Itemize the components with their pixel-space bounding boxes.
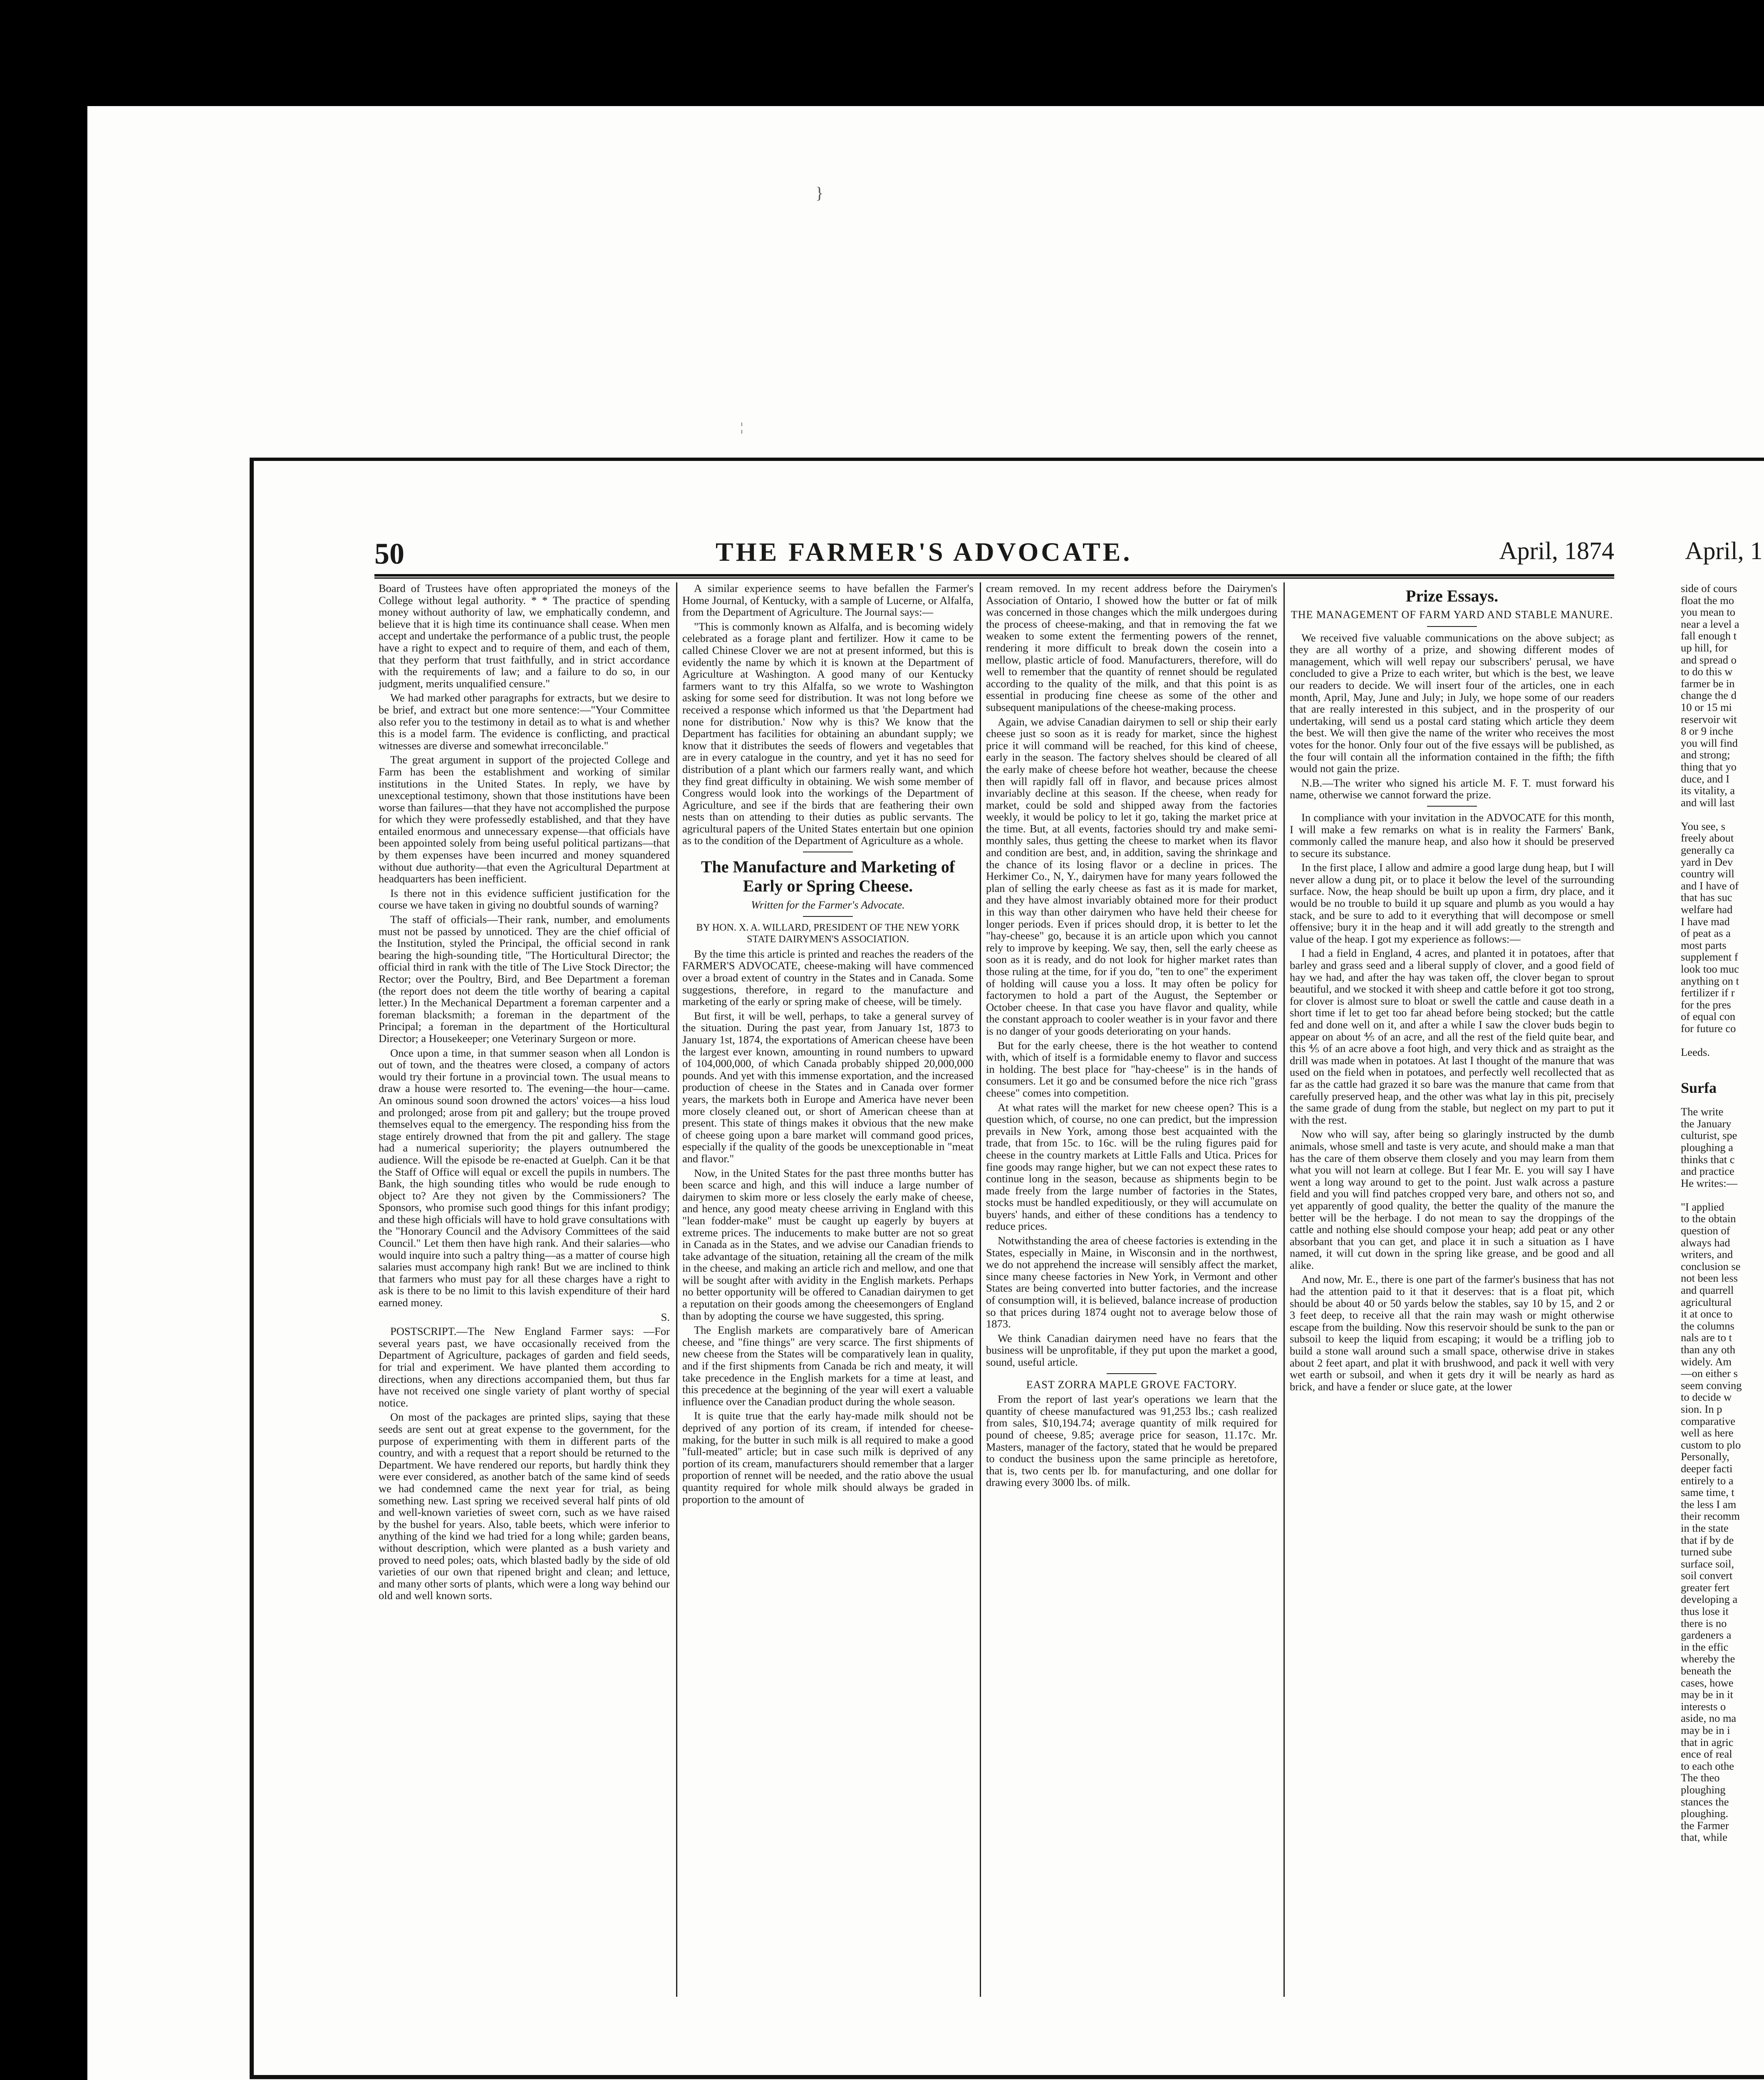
fragment-line: fertilizer if r [1681, 986, 1735, 999]
fragment-line: Personally, [1681, 1450, 1729, 1463]
fragment-line: —on either s [1681, 1367, 1738, 1380]
fragment-line: 8 or 9 inche [1681, 725, 1733, 738]
fragment-line: the less I am [1681, 1498, 1737, 1510]
fragment-line: farmer be in [1681, 677, 1735, 690]
fragment-line: to do this w [1681, 665, 1733, 678]
fragment-line: duce, and I [1681, 772, 1729, 785]
fragment-line: developing a [1681, 1593, 1738, 1606]
fragment-line: there is no [1681, 1617, 1727, 1629]
fragment-line: to decide w [1681, 1391, 1732, 1404]
fragment-line: cases, howe [1681, 1676, 1734, 1689]
paragraph: On most of the packages are printed slips, saying that these seeds are sent out at great expense to the government, for the purpose of experimenting with them in different parts of the country, and with a request that a report should be returned to the Department. We have rendered our reports, but hardly think they were ever considered, as another batch of the same kind of seeds we had condemned came the next year for trial, as being something new. Last spring we received several half pints of old and well-known varieties of sweet corn, such as we have raised by the bushel for years. Also, table beets, which were inferior to anything of the kind we had tried for a long while; garden beans, without description, which were planted as a bush variety and proved to need poles; oats, which blasted badly by the side of old varieties of our own that ripened bright and clean; and lettuce, and many other sorts of plants, which were a long way behind our old and well known sorts. [379, 1411, 670, 1602]
fragment-line: surface soil, [1681, 1557, 1734, 1570]
fragment-line: reservoir wit [1681, 713, 1737, 726]
margin-mark: ¦ [741, 420, 743, 434]
fragment-line: turned sube [1681, 1545, 1732, 1558]
paragraph: The staff of officials—Their rank, number, and emoluments must not be passed by unnoticed. They are the chief official of the Institution, styled the Principal, the official second in rank bearing the high-sounding title, "The Horticultural Director; the official third in rank with the title of The Live Stock Director; the Rector; over the Poultry, Bird, and Bee Department a foreman (the report does not deem the title worthy of bearing a capital letter.) In the Mechanical Department a foreman carpenter and a foreman blacksmith; a foreman in the department of the Principal; a foreman in the department of the Horticultural Director; a Housekeeper; one Veterinary Surgeon or more. [379, 913, 670, 1045]
next-page-date: April, 1 [1685, 537, 1763, 565]
fragment-line: its vitality, a [1681, 784, 1735, 797]
column-2 [682, 582, 974, 2013]
fragment-line: He writes:— [1681, 1176, 1738, 1189]
fragment-line: seem conving [1681, 1379, 1742, 1392]
fragment-line: may be in i [1681, 1724, 1730, 1736]
fragment-line: up hill, for [1681, 641, 1728, 654]
fragment-line: that has suc [1681, 891, 1732, 904]
fragment-line: for future co [1681, 1022, 1736, 1035]
fragment-line: greater fert [1681, 1581, 1729, 1594]
fragment-line: entirely to a [1681, 1474, 1734, 1487]
fragment-line: ploughing [1681, 1783, 1726, 1796]
paragraph: In compliance with your invitation in the ADVOCATE for this month, I will make a few remarks on what is in reality the Farmers' Bank, commonly called the manure heap, and also how it should be preserved to secure its substance. [1290, 811, 1614, 859]
fragment-line: question of [1681, 1224, 1730, 1237]
byline: Written for the Farmer's Advocate. [751, 899, 905, 911]
paragraph: At what rates will the market for new cheese open? This is a question which, of course, no one can predict, but the impression prevails in New York, among those best acquainted with the trade, that from 15c. to 16c. will be the ruling figures paid for cheese in the country markets at Little Falls and Utica. Prices for fine goods may range higher, but we can not expect these rates to continue long in the season, because as shipments begin to be made freely from the large number of factories in the States, stocks must be handled expeditiously, or they will accumulate on buyers' hands, and either of these conditions has a tendency to reduce prices. [986, 1101, 1277, 1233]
column-rule [980, 582, 981, 1997]
fragment-line: and I have of [1681, 879, 1739, 892]
fragment-line: to the obtain [1681, 1212, 1736, 1225]
fragment-line: and strong; [1681, 748, 1730, 761]
fragment-line: for the pres [1681, 998, 1731, 1011]
fragment-line: always had [1681, 1236, 1730, 1249]
fragment-line: same time, t [1681, 1486, 1734, 1499]
column-rule [1283, 582, 1285, 1997]
fragment-line: sion. In p [1681, 1402, 1722, 1415]
fragment-line: 10 or 15 mi [1681, 701, 1732, 713]
column-1 [379, 582, 670, 2013]
masthead-title: THE FARMER'S ADVOCATE. [716, 537, 1132, 567]
paragraph: Again, we advise Canadian dairymen to sell or ship their early cheese just so soon as it is ready for market, since the highest price it will command will be reached, for this kind of cheese, early in the season. The factory shelves should be cleared of all the early make of cheese before hot weather, because the cheese then will rapidly fall off in flavor, and because prices almost invariably decline at this season. If the cheese, when ready for market, could be sold and shipped away from the factories weekly, it would be policy to let it go, taking the market price at the time. But, at all events, factories should try and make semi-monthly sales, thus getting the cheese to market when its flavor and condition are best, and, in addition, saving the shrinkage and the chance of its losing flavor or a decline in prices. The Herkimer Co., N, Y., dairymen have for many years followed the plan of selling the early cheese as fast as it is made for market, and they have almost invariably obtained more for their product in this way than other dairymen who have held their cheese for longer periods. Even if prices should drop, it is better to let the "hay-cheese" go, because it is an article upon which you cannot rely to improve by keeping. We say, then, sell the early cheese as soon as it is ready, and do not look for higher market rates than those ruling at the time, for if you do, "ten to one" the experiment of holding will cause you a loss. It may often be policy for factorymen to hold a part of the August, the September or October cheese. In that case you have flavor and quality, while the constant approach to cooler weather is in your favor and there is no danger of your goods deteriorating on your hands. [986, 715, 1277, 1037]
fragment-line: to each othe [1681, 1759, 1734, 1772]
fragment-line: thing that yo [1681, 760, 1737, 773]
fragment-line: The theo [1681, 1771, 1720, 1784]
divider [803, 916, 853, 917]
fragment-line: most parts [1681, 938, 1727, 951]
fragment-line: of equal con [1681, 1010, 1735, 1023]
fragment-line: that if by de [1681, 1533, 1734, 1546]
paragraph: Now, in the United States for the past three months butter has been scarce and high, and this will induce a large number of dairymen to skim more or less closely the early make of cheese, and hence, any good meaty cheese arriving in England with this "lean fodder-make" must be caught up eagerly by buyers at extreme prices. The inducements to make butter are not so great in Canada as in the States, and we advise our Canadian friends to take advantage of the situation, retaining all the cream of the milk in the cheese, and making an article rich and mellow, and one that will be sought after with avidity in the English markets. Perhaps no better opportunity will be offered to Canadian dairymen to get a reputation on their goods among the cheesemongers of England than by adopting the course we have suggested, this spring. [682, 1166, 974, 1322]
article-heading: Prize Essays. [1405, 587, 1499, 605]
fragment-line: custom to plo [1681, 1438, 1741, 1451]
paragraph: By the time this article is printed and reaches the readers of the FARMER'S ADVOCATE, cheese-making will have commenced over a broad extent of country in the States and in Canada. Some suggestions, therefore, in regard to the manufacture and marketing of the early or spring make of cheese, will be timely. [682, 947, 974, 1008]
paragraph: It is quite true that the early hay-made milk should not be deprived of any portion of its cream, if intended for cheese-making, for the butter in such milk is all required to make a good "full-meated" article; but in case such milk is deprived of any portion of its cream, manufacturers should remember that a larger proportion of rennet will be needed, and the ratio above the usual quantity required for whole milk should always be graded in proportion to the amount of [682, 1409, 974, 1506]
fragment-line: and spread o [1681, 653, 1737, 666]
fragment-line: change the d [1681, 689, 1737, 702]
paragraph: Is there not in this evidence sufficient justification for the course we have taken in giving no doubtful sounds of warning? [379, 886, 670, 911]
fragment-line: welfare had [1681, 903, 1733, 916]
fragment-line: conclusion se [1681, 1260, 1741, 1273]
page-number: 50 [374, 537, 404, 570]
fragment-line [1681, 1189, 1764, 1201]
fragment-line: you mean to [1681, 606, 1735, 619]
fragment-line: stances the [1681, 1795, 1729, 1808]
fragment-line: supplement f [1681, 951, 1738, 963]
fragment-line: and practice [1681, 1165, 1734, 1178]
paragraph: From the report of last year's operations we learn that the quantity of cheese manufactured was 91,253 lbs.; cash realized from sales, $10,194.74; average quantity of milk required for pound of cheese, 9.85; average price for season, 11.17c. Mr. Masters, manager of the factory, stated that he would be prepared to conduct the business upon the same principle as heretofore, that is, two cents per lb. for manufacturing, and one dollar for drawing every 3000 lbs. of milk. [986, 1393, 1277, 1489]
fragment-line: widely. Am [1681, 1355, 1732, 1368]
fragment-line: near a level a [1681, 617, 1739, 630]
fragment-line: gardeners a [1681, 1629, 1732, 1642]
fragment-line: and will last [1681, 796, 1735, 809]
next-page-column-fragment [1681, 582, 1764, 1843]
fragment-line: thinks that c [1681, 1153, 1735, 1166]
paragraph: We think Canadian dairymen need have no fears that the business will be unprofitable, if they put upon the market a good, sound, useful article. [986, 1332, 1277, 1368]
paragraph: In the first place, I allow and admire a good large dung heap, but I will never allow a dung pit, or to place it below the level of the surrounding surface. Now, the heap should be built up upon a firm, dry place, and it would be no trouble to build it up square and plumb as you would a hay stack, and be sure to add to it everything that will decompose or smell offensive; bury it in the heap and it will add greatly to the strength and value of the heap. I got my experience as follows:— [1290, 861, 1614, 945]
paragraph: The English markets are comparatively bare of American cheese, and "fine things" are very scarce. The first shipments of new cheese from the States will be comparatively lean in quality, and if the first shipments from Canada be rich and meaty, it will take precedence in the English markets for a time at least, and this precedence at the beginning of the year will exert a valuable influence over the Canadian product during the whole season. [682, 1324, 974, 1408]
fragment-line [1681, 1058, 1764, 1070]
header-rule [374, 577, 1614, 579]
author-line: BY HON. X. A. WILLARD, PRESIDENT OF THE NEW YORK STATE DAIRYMEN'S ASSOCIATION. [696, 922, 960, 945]
paragraph: But for the early cheese, there is the hot weather to contend with, which of itself is a formidable enemy to flavor and success in holding. The best place for "hay-cheese" is in the hands of consumers. Let it go and be consumed before the nice rich "grass cheese" comes into competition. [986, 1039, 1277, 1099]
paragraph: Once upon a time, in that summer season when all London is out of town, and the theatres were closed, a company of actors would try their fortune in a provincial town. The usual means to draw a house were resorted to. The evening—the hour—came. An ominous sound soon drowned the actors' voices—a hiss loud and prolonged; arose from pit and gallery; but the troupe proved themselves equal to the emergency. The responding hiss from the stage entirely drowned that from the pit and gallery. The stage had a numerical superiority; the players outnumbered the audience. Will the episode be re-enacted at Guelph. Can it be that the Staff of Office will equal or excell the pupils in numbers. The Bank, the high sounding titles who would be rude enough to object to? Are they not given by the Commissioners? The Sponsors, who promise such good things for this infant prodigy; and these high officials will have to hold grave consultations with the "Honorary Council and the Advisory Committees of the said Council." Let them then have high rank. And their salaries—who would inquire into such a paltry thing—as a matter of course high salaries must accompany high rank! But we are inclined to think that farmers who must pay for all these charges have a right to ask is there to be no limit to this lavish expenditure of their hard earned money. [379, 1046, 670, 1309]
header-rule [374, 574, 1614, 577]
paragraph: The great argument in support of the projected College and Farm has been the establishment and working of similar institutions in the United States. In reply, we have by unexceptional testimony, shown that those institutions have been worse than failures—that they have not accomplished the purpose for which they were professedly established, and that they have entailed enormous and unnecessary expense—that officials have been appointed solely from being useful political partizans—that by them expenses have been incurred and money squandered without due authority—that even the Agricultural Department at headquarters has been inefficient. [379, 753, 670, 885]
fragment-line: ploughing. [1681, 1807, 1729, 1820]
fragment-line [1681, 1035, 1764, 1047]
fragment-line: and quarrell [1681, 1284, 1734, 1297]
divider [1427, 806, 1477, 807]
paragraph: "This is commonly known as Alfalfa, and is becoming widely celebrated as a forage plant and fertilizer. How it came to be called Chinese Clover we are not at present informed, but this is evidently the name by which it is known at the Department of Agriculture at Washington. A good many of our Kentucky farmers want to try this Alfalfa, so we wrote to Washington asking for some seed for distribution. It was not long before we received a response which informed us that 'the Department had none for distribution.' Now why is this? We know that the Department has facilities for obtaining an abundant supply; we know that it distributes the seeds of flowers and vegetables that are in every catalogue in the country, and yet it has no seed for distribution of a plant which our farmers really want, and which they find great difficulty in obtaining. We wish some member of Congress would look into the workings of the Department of Agriculture, and see if the birds that are feathering their own nests than on attending to their duties as public servants. The agricultural papers of the United States entertain but one opinion as to the condition of the Department of Agriculture as a whole. [682, 620, 974, 847]
fragment-line: culturist, spe [1681, 1129, 1737, 1142]
fragment-line: I have mad [1681, 915, 1730, 928]
margin-mark: } [815, 183, 824, 202]
fragment-line: country will [1681, 867, 1734, 880]
paragraph: And now, Mr. E., there is one part of the farmer's business that has not had the attention paid to it that it deserves: that is a float pit, which should be about 40 or 50 yards below the stables, say 10 by 15, and 2 or 3 feet deep, to receive all that the rain may wash or might otherwise escape from the building. Now this reservoir should be sunk to the pan or subsoil to keep the liquid from escaping; it would be a trifling job to build a stone wall around such a small space, otherwise drive in stakes about 2 feet apart, and plat it with brushwood, and pack it well with very wet earth or subsoil, and when it gets dry it will be nearly as hard as brick, and have a fender or sluce gate, at the lower [1290, 1273, 1614, 1393]
fragment-line: float the mo [1681, 594, 1734, 607]
fragment-line: look too muc [1681, 963, 1739, 975]
paragraph: cream removed. In my recent address before the Dairymen's Association of Ontario, I showed how the butter or fat of milk was concerned in those changes which the milk undergoes during the process of cheese-making, and that in removing the fat we weaken to some extent the fermenting powers of the rennet, rendering it more difficult to break down the cosein into a mellow, plastic article of food. Manufacturers, therefore, will do well to remember that the quantity of rennet should be regulated according to the quality of the milk, and that this point is as essential in producing fine cheese as some of the other and subsequent manipulations of the cheese-making process. [986, 582, 1277, 713]
fragment-line: anything on t [1681, 974, 1739, 987]
paragraph: I had a field in England, 4 acres, and planted it in potatoes, after that barley and grass seed and a liberal supply of clover, and a good field of hay we had, and after the hay was taken off, the clover began to sprout beautiful, and we stocked it with sheep and cattle before it got too strong, for clover is almost sure to bloat or swell the cattle and cause death in a short time if let to get too far ahead before being stocked; but the cattle fed and done well on it, and after a while I saw the clover buds begin to appear on about ⅘ of an acre, and all the rest of the field quite bear, and this ⅘ of an acre above a foot high, and very thick and as straight as the drill was made when in potatoes. At last I thought of the manure that was used on the field when in potatoes, and perfectly well recollected that as far as the cattle had grazed it so bare was the manure that came from that carefully preserved heap, and the other was what lay in this pit, precisely the same grade of dung from the stable, but neglect on my part to put it with the rest. [1290, 947, 1614, 1126]
fragment-line: whereby the [1681, 1652, 1735, 1665]
fragment-line: fall enough t [1681, 629, 1737, 642]
fragment-line: the Farmer [1681, 1819, 1729, 1832]
fragment-line: it at once to [1681, 1307, 1733, 1320]
paragraph: A similar experience seems to have befallen the Farmer's Home Journal, of Kentucky, with a sample of Lucerne, or Alfalfa, from the Department of Agriculture. The Journal says:— [682, 582, 974, 619]
fragment-line: may be in it [1681, 1688, 1733, 1701]
fragment-line: that, while [1681, 1831, 1727, 1843]
fragment-line: yard in Dev [1681, 855, 1733, 868]
fragment-line: nals are to t [1681, 1331, 1732, 1344]
fragment-line: not been less [1681, 1272, 1738, 1285]
fragment-line: you will find [1681, 736, 1738, 749]
fragment-line: that in agric [1681, 1736, 1734, 1748]
fragment-line: beneath the [1681, 1664, 1732, 1677]
article-heading: The Manufacture and Marketing of Early or Spring Cheese. [701, 857, 955, 896]
page-header [374, 537, 1614, 574]
fragment-line: "I applied [1681, 1200, 1724, 1213]
fragment-line: ploughing a [1681, 1141, 1733, 1154]
fragment-line: freely about [1681, 832, 1734, 844]
fragment-line: thus lose it [1681, 1605, 1729, 1618]
fragment-line: interests o [1681, 1700, 1726, 1713]
fragment-line [1681, 808, 1764, 820]
divider [1427, 626, 1477, 627]
fragment-line: deeper facti [1681, 1462, 1733, 1475]
fragment-line: than any oth [1681, 1343, 1735, 1356]
fragment-line: aside, no ma [1681, 1712, 1737, 1725]
paragraph: We received five valuable communications on the above subject; as they are all worthy of a prize, and showing different modes of management, which will well repay our subscribers' perusal, we have concluded to give a Prize to each writer, but which is the best, we leave our readers to decide. We will insert four of the articles, one in each month, April, May, June and July; in July, we hope some of our readers that are really interested in this subject, and in the prosperity of our undertaking, will send us a postal card stating which article they deem the best. We will then give the name of the writer who receives the most votes for the honor. Only four out of the five essays will be published, as the four will contain all the information contained in the fifth; the fifth would not gain the prize. [1290, 631, 1614, 775]
paragraph: N.B.—The writer who signed his article M. F. T. must forward his name, otherwise we cannot forward the prize. [1290, 776, 1614, 801]
fragment-line: generally ca [1681, 844, 1734, 857]
fragment-line: ence of real [1681, 1748, 1732, 1761]
signature: S. [661, 1310, 670, 1323]
fragment-line: well as here [1681, 1426, 1734, 1439]
column-rule [676, 582, 677, 1997]
paragraph: POSTSCRIPT.—The New England Farmer says: —For several years past, we have occasionally received from the Department of Agriculture, packages of garden and field seeds, for trial and experiment. We have planted them according to directions, when any directions accompanied them, but thus far have not received one single variety of plant worthy of special notice. [379, 1325, 670, 1409]
fragment-line: You see, s [1681, 820, 1726, 832]
fragment-line: the columns [1681, 1319, 1734, 1332]
fragment-line: their recomm [1681, 1510, 1740, 1523]
issue-date: April, 1874 [1499, 537, 1614, 565]
fragment-line: writers, and [1681, 1248, 1733, 1261]
section-subheading: THE MANAGEMENT OF FARM YARD AND STABLE MANURE. [1291, 609, 1613, 621]
fragment-line: of peat as a [1681, 927, 1731, 940]
section-subheading: EAST ZORRA MAPLE GROVE FACTORY. [1026, 1378, 1237, 1391]
paragraph: Now who will say, after being so glaringly instructed by the dumb animals, whose smell and taste is very acute, and should make a man that has the care of them observe them closely and you may learn from them what you will not learn at college. But I fear Mr. E. you will say I have went a long way around to get to the point. Just walk across a pasture field and you will find patches cropped very bare, and others not so, and yet apparently of good quality, the better the quality of the manure the better will be the herbage. I do not mean to say the droppings of the cattle and nothing else should compose your heap; add peat or any other absorbant that you can get, and place it in such a situation as I have named, it will cut down in the spring like grease, and be good and all alike. [1290, 1128, 1614, 1271]
fragment-line: in the effic [1681, 1640, 1729, 1653]
paragraph: Notwithstanding the area of cheese factories is extending in the States, especially in Maine, in Wisconsin and in the northwest, we do not apprehend the increase will sensibly affect the market, since many cheese factories in New York, in Vermont and other States are being converted into butter factories, and the increase of consumption will, it is believed, balance increase of production so that prices during 1874 ought not to average below those of 1873. [986, 1234, 1277, 1330]
fragment-line: agricultural [1681, 1295, 1732, 1308]
column-3 [986, 582, 1277, 2013]
fragment-line: Leeds. [1681, 1046, 1710, 1059]
fragment-line: soil convert [1681, 1569, 1733, 1582]
paragraph: But first, it will be well, perhaps, to take a general survey of the situation. During the past year, from January 1st, 1873 to January 1st, 1874, the exportations of American cheese have been the largest ever known, amounting in round numbers to upward of 104,000,000, of which Canada probably shipped 20,000,000 pounds. And yet with this immense exportation, and the increased production of cheese in the States and in Canada over former years, the markets both in Europe and America have never been more closely cleaned out, or short of American cheese than at present. This state of things makes it obvious that the new make of cheese going upon a bare market will command good prices, especially if the quality of the goods be unexceptionable in "meat and flavor." [682, 1009, 974, 1165]
fragment-line: the January [1681, 1117, 1732, 1130]
fragment-line: Surfa [1681, 1079, 1717, 1096]
column-4 [1290, 582, 1614, 2013]
fragment-line: side of cours [1681, 582, 1737, 594]
fragment-line: The write [1681, 1105, 1724, 1118]
fragment-line: in the state [1681, 1521, 1729, 1534]
fragment-line: comparative [1681, 1414, 1735, 1427]
paragraph: We had marked other paragraphs for extracts, but we desire to be brief, and extract but one more sentence:—"Your Committee also refer you to the testimony in detail as to what is and whether this is a model farm. The evidence is conflicting, and practical witnesses are diverse and somewhat irreconcilable." [379, 691, 670, 752]
divider [1107, 1373, 1157, 1374]
paragraph: Board of Trustees have often appropriated the moneys of the College without legal authority. * * The practice of spending money without authority of law, we emphatically condemn, and believe that it is high time its continuance shall cease. When men accept and undertake the performance of a public trust, the people have a right to expect and to require of them, and each of them, that they perform that trust faithfully, and in strict accordance with the requirements of law; and a failure to do so, in our judgment, merits unqualified censure." [379, 582, 670, 690]
